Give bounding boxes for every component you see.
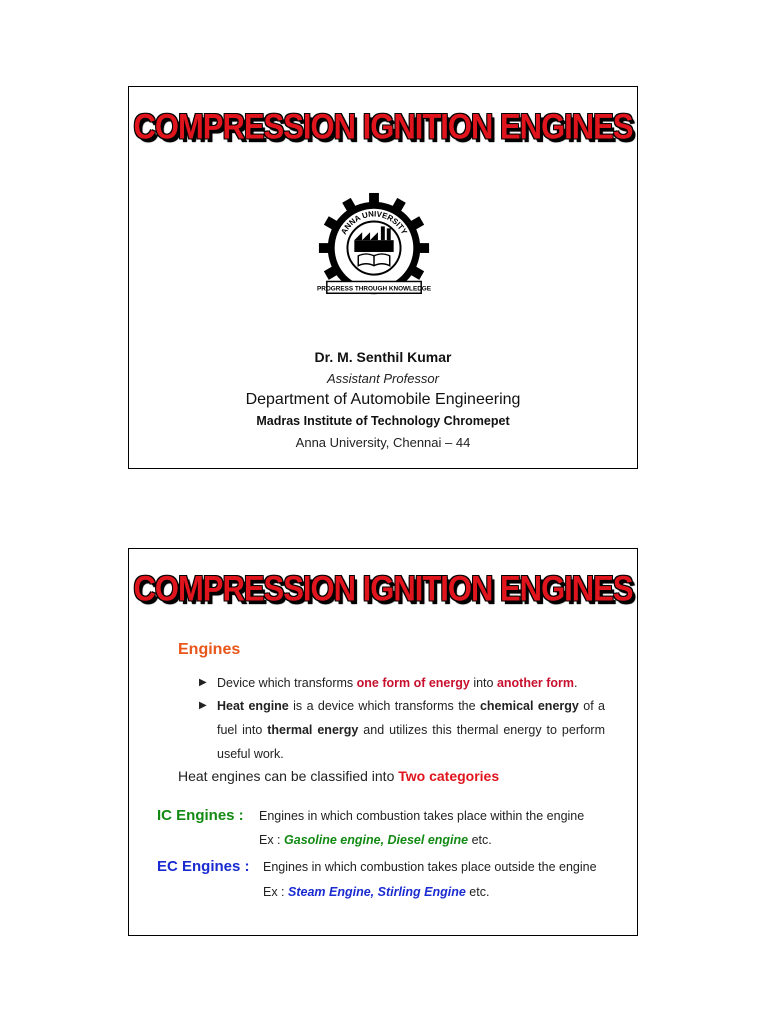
bullet-item — [199, 694, 605, 766]
bullet-highlight: chemical energy — [479, 699, 579, 713]
bullet-highlight: thermal energy — [267, 723, 359, 737]
slide-title: COMPRESSION IGNITION ENGINES — [133, 568, 633, 609]
classification-line — [178, 768, 499, 784]
ec-engines-examples: Ex : Steam Engine, Stirling Engine etc. — [263, 885, 490, 899]
section-heading: Engines — [178, 641, 241, 658]
ic-examples-list: Gasoline engine, Diesel engine — [284, 833, 469, 847]
ic-engines-label: IC Engines : — [157, 807, 244, 824]
bullet-arrow-icon: ▶ — [199, 700, 207, 711]
classification-text: Heat engines can be classified into — [178, 768, 399, 784]
university-name: Anna University, Chennai – 44 — [295, 435, 471, 450]
ec-engines-label: EC Engines : — [157, 858, 250, 875]
anna-university-logo — [315, 191, 433, 309]
ec-engines-description: Engines in which combustion takes place outside the engine — [263, 860, 597, 874]
bullet-text: is a device which transforms the — [288, 699, 480, 713]
bullet-text: and utilizes this thermal energy to perform useful work. — [217, 723, 605, 761]
ic-engines-examples: Ex : Gasoline engine, Diesel engine etc. — [259, 833, 492, 847]
logo-ring-text: ANNA UNIVERSITY — [339, 209, 409, 236]
department-name: Department of Automobile Engineering — [245, 391, 521, 408]
author-role: Assistant Professor — [327, 371, 439, 386]
institute-name: Madras Institute of Technology Chromepet — [256, 414, 510, 428]
bullet-arrow-icon: ▶ — [199, 677, 207, 688]
bullet-text: . — [574, 676, 578, 690]
logo-banner-text: PROGRESS THROUGH KNOWLEDGE — [316, 285, 432, 293]
bullet-highlight: one form of energy — [356, 676, 470, 690]
classification-highlight: Two categories — [398, 768, 500, 784]
author-name: Dr. M. Senthil Kumar — [314, 349, 452, 365]
ic-engines-description: Engines in which combustion takes place within the engine — [259, 809, 585, 823]
ec-examples-list: Steam Engine, Stirling Engine — [288, 885, 466, 899]
bullet-text: of a fuel into — [217, 699, 606, 737]
bullet-item — [199, 671, 605, 695]
bullet-highlight: Heat engine — [217, 699, 289, 713]
bullet-text: Device which transforms — [217, 676, 357, 690]
bullet-text: into — [469, 676, 497, 690]
bullet-highlight: another form — [496, 676, 575, 690]
slide-title-page — [128, 86, 638, 469]
slide-title: COMPRESSION IGNITION ENGINES — [133, 106, 633, 147]
slide-engines — [128, 548, 638, 936]
